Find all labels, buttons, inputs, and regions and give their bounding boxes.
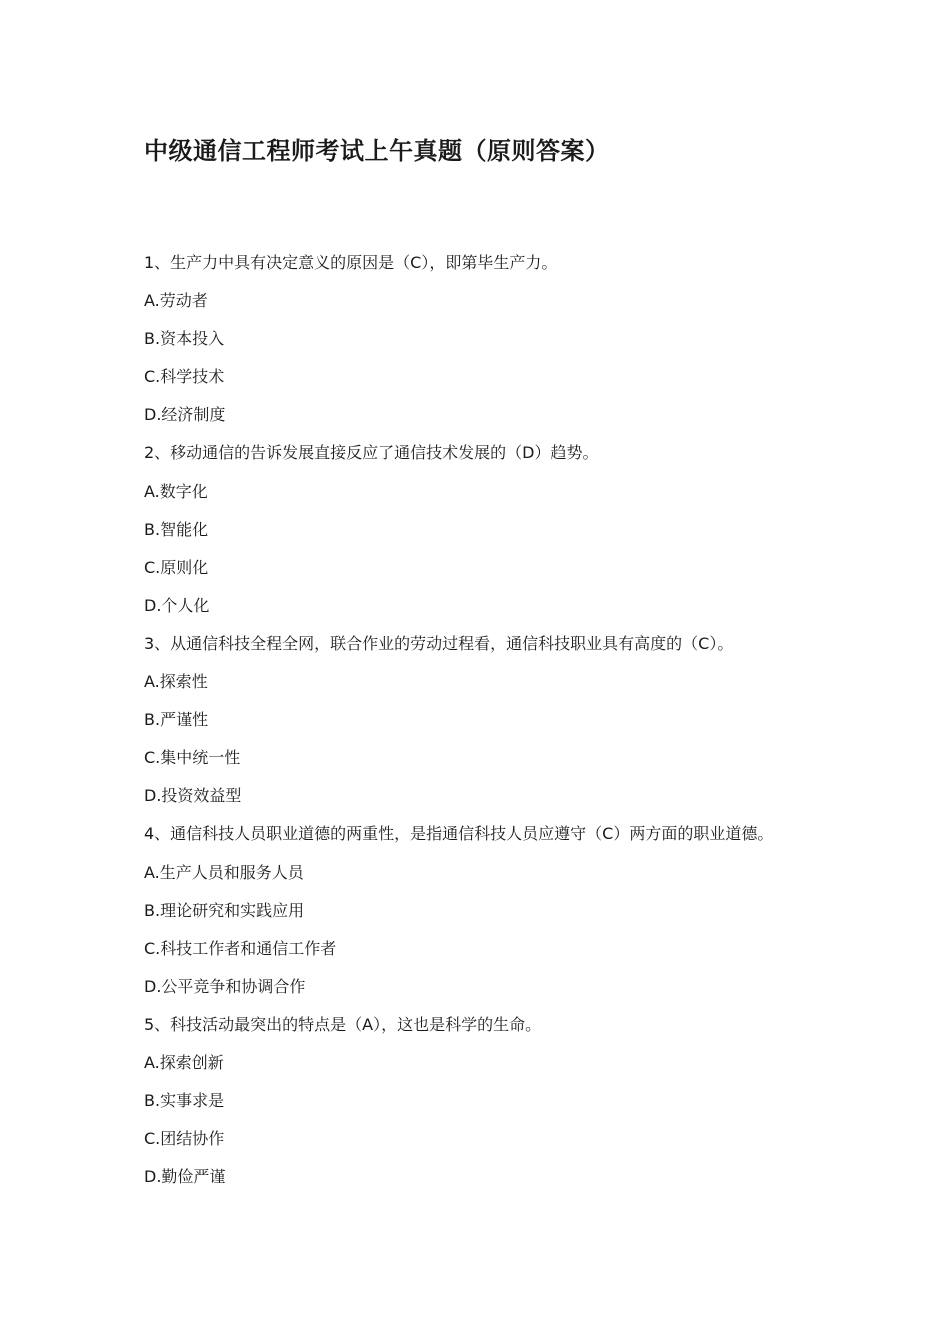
option-item: A.探索创新 xyxy=(144,1052,224,1072)
option-item: D.勤俭严谨 xyxy=(144,1167,226,1187)
question-stem: 3、从通信科技全程全网，联合作业的劳动过程看，通信科技职业具有高度的（C）。 xyxy=(144,633,734,653)
option-item: B.实事求是 xyxy=(144,1091,225,1111)
question-stem: 4、通信科技人员职业道德的两重性，是指通信科技人员应遵守（C）两方面的职业道德。 xyxy=(144,824,774,844)
option-item: B.智能化 xyxy=(144,519,209,539)
option-item: A.劳动者 xyxy=(144,291,208,311)
option-item: C.集中统一性 xyxy=(144,748,241,768)
document-title: 中级通信工程师考试上午真题（原则答案） xyxy=(144,137,610,165)
option-item: C.团结协作 xyxy=(144,1129,225,1149)
question-list xyxy=(144,248,864,1200)
option-item: B.资本投入 xyxy=(144,329,225,349)
option-item: C.科学技术 xyxy=(144,367,225,387)
option-item: D.投资效益型 xyxy=(144,786,242,806)
question-stem: 2、移动通信的告诉发展直接反应了通信技术发展的（D）趋势。 xyxy=(144,443,599,463)
option-item: D.经济制度 xyxy=(144,405,226,425)
option-item: A.生产人员和服务人员 xyxy=(144,862,304,882)
question-stem: 5、科技活动最突出的特点是（A），这也是科学的生命。 xyxy=(144,1014,542,1034)
option-item: C.科技工作者和通信工作者 xyxy=(144,938,337,958)
option-item: C.原则化 xyxy=(144,557,209,577)
option-item: A.数字化 xyxy=(144,481,208,501)
option-item: D.个人化 xyxy=(144,595,210,615)
option-item: B.严谨性 xyxy=(144,710,209,730)
option-item: A.探索性 xyxy=(144,672,208,692)
option-item: D.公平竞争和协调合作 xyxy=(144,976,306,996)
question-stem: 1、生产力中具有决定意义的原因是（C），即第毕生产力。 xyxy=(144,253,558,272)
option-item: B.理论研究和实践应用 xyxy=(144,900,305,920)
